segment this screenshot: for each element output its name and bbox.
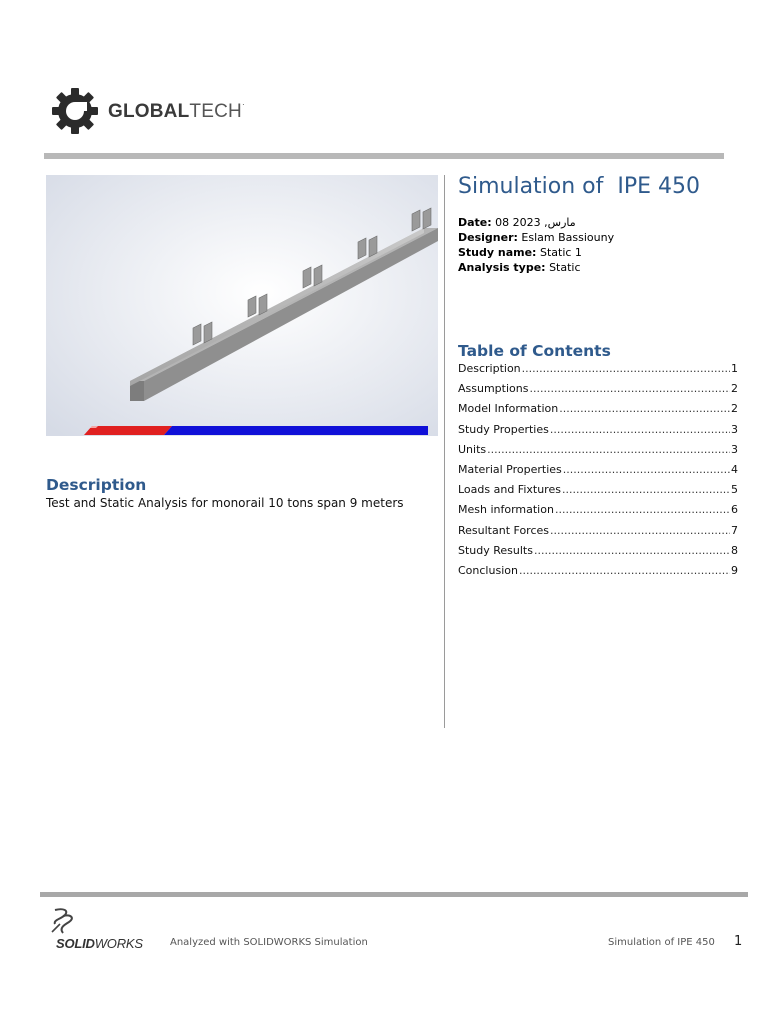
toc-item-page: 6	[731, 503, 738, 517]
toc-item-study-results[interactable]	[458, 544, 738, 564]
toc-item-resultant-forces[interactable]	[458, 524, 738, 544]
analysis-type-row	[458, 260, 614, 275]
toc-item-page: 5	[731, 483, 738, 497]
toc-item-label: Conclusion	[458, 563, 518, 577]
logo-wordmark	[108, 100, 245, 123]
toc-leader-dots	[550, 423, 730, 436]
analysis-type-value: Static	[545, 261, 581, 274]
toc-item-units[interactable]	[458, 443, 738, 463]
top-divider	[44, 153, 724, 159]
ds-logo-icon	[49, 906, 79, 936]
toc-item-page: 3	[731, 422, 738, 436]
toc-item-label: Resultant Forces	[458, 523, 550, 537]
designer-row	[458, 230, 614, 245]
toc-item-page: 8	[731, 543, 738, 557]
logo-light-text: TECH	[189, 100, 242, 122]
toc-heading: Table of Contents	[458, 342, 611, 360]
solidworks-logo	[44, 906, 154, 954]
analysis-type-label: Analysis type:	[458, 261, 546, 274]
page-number: 1	[734, 934, 743, 949]
toc-item-label: Material Properties	[458, 462, 562, 476]
toc-item-assumptions[interactable]	[458, 382, 738, 402]
solidworks-wordmark	[56, 936, 143, 951]
column-divider	[444, 175, 445, 728]
model-image	[46, 175, 438, 436]
toc-leader-dots	[487, 443, 730, 456]
toc-item-page: 3	[731, 442, 738, 456]
designer-label: Designer:	[458, 231, 518, 244]
toc-item-label: Units	[458, 442, 487, 456]
toc-item-study-properties[interactable]	[458, 423, 738, 443]
globaltech-logo	[50, 86, 245, 136]
toc-leader-dots	[534, 544, 730, 557]
toc-item-mesh-information[interactable]	[458, 503, 738, 523]
stress-legend-bar	[84, 426, 428, 435]
footer-document-title: Simulation of IPE 450	[608, 937, 715, 948]
toc-item-label: Study Results	[458, 543, 533, 557]
toc-item-label: Mesh information	[458, 503, 554, 517]
toc-leader-dots	[519, 564, 730, 577]
table-of-contents	[458, 362, 738, 584]
toc-leader-dots	[555, 503, 730, 516]
description-text: Test and Static Analysis for monorail 10 tons span 9 meters	[46, 496, 404, 510]
footer-divider	[40, 892, 748, 897]
toc-leader-dots	[559, 402, 730, 415]
toc-item-page: 9	[731, 563, 738, 577]
toc-item-page: 2	[731, 382, 738, 396]
toc-leader-dots	[550, 524, 730, 537]
study-name-row	[458, 245, 614, 260]
toc-item-loads-and-fixtures[interactable]	[458, 483, 738, 503]
toc-item-model-information[interactable]	[458, 402, 738, 422]
footer-analyzed-with: Analyzed with SOLIDWORKS Simulation	[170, 937, 368, 948]
study-name-value: Static 1	[536, 246, 582, 259]
sw-light-text: WORKS	[94, 936, 143, 951]
toc-item-page: 7	[731, 523, 738, 537]
toc-leader-dots	[529, 382, 730, 395]
date-row	[458, 215, 614, 230]
toc-item-conclusion[interactable]	[458, 564, 738, 584]
toc-leader-dots	[522, 362, 730, 375]
study-metadata	[458, 215, 614, 275]
toc-item-label: Description	[458, 362, 521, 375]
toc-item-material-properties[interactable]	[458, 463, 738, 483]
designer-value: Eslam Bassiouny	[517, 231, 615, 244]
toc-leader-dots	[563, 463, 730, 476]
study-name-label: Study name:	[458, 246, 537, 259]
date-label: Date:	[458, 216, 492, 229]
toc-item-description[interactable]	[458, 362, 738, 382]
toc-item-label: Assumptions	[458, 382, 529, 396]
logo-mark: ·	[241, 99, 245, 109]
page-title: Simulation of IPE 450	[458, 174, 701, 199]
image-background	[46, 175, 438, 436]
toc-leader-dots	[562, 483, 730, 496]
date-value: 08 2023 ,مارس	[491, 216, 576, 229]
toc-item-page: 1	[731, 362, 738, 375]
toc-item-label: Model Information	[458, 402, 559, 416]
gear-icon	[50, 86, 100, 136]
toc-item-page: 2	[731, 402, 738, 416]
toc-item-label: Study Properties	[458, 422, 549, 436]
toc-item-label: Loads and Fixtures	[458, 483, 561, 497]
description-heading: Description	[46, 476, 147, 494]
sw-bold-text: SOLID	[56, 936, 95, 951]
logo-bold-text: GLOBAL	[108, 100, 190, 122]
toc-item-page: 4	[731, 462, 738, 476]
